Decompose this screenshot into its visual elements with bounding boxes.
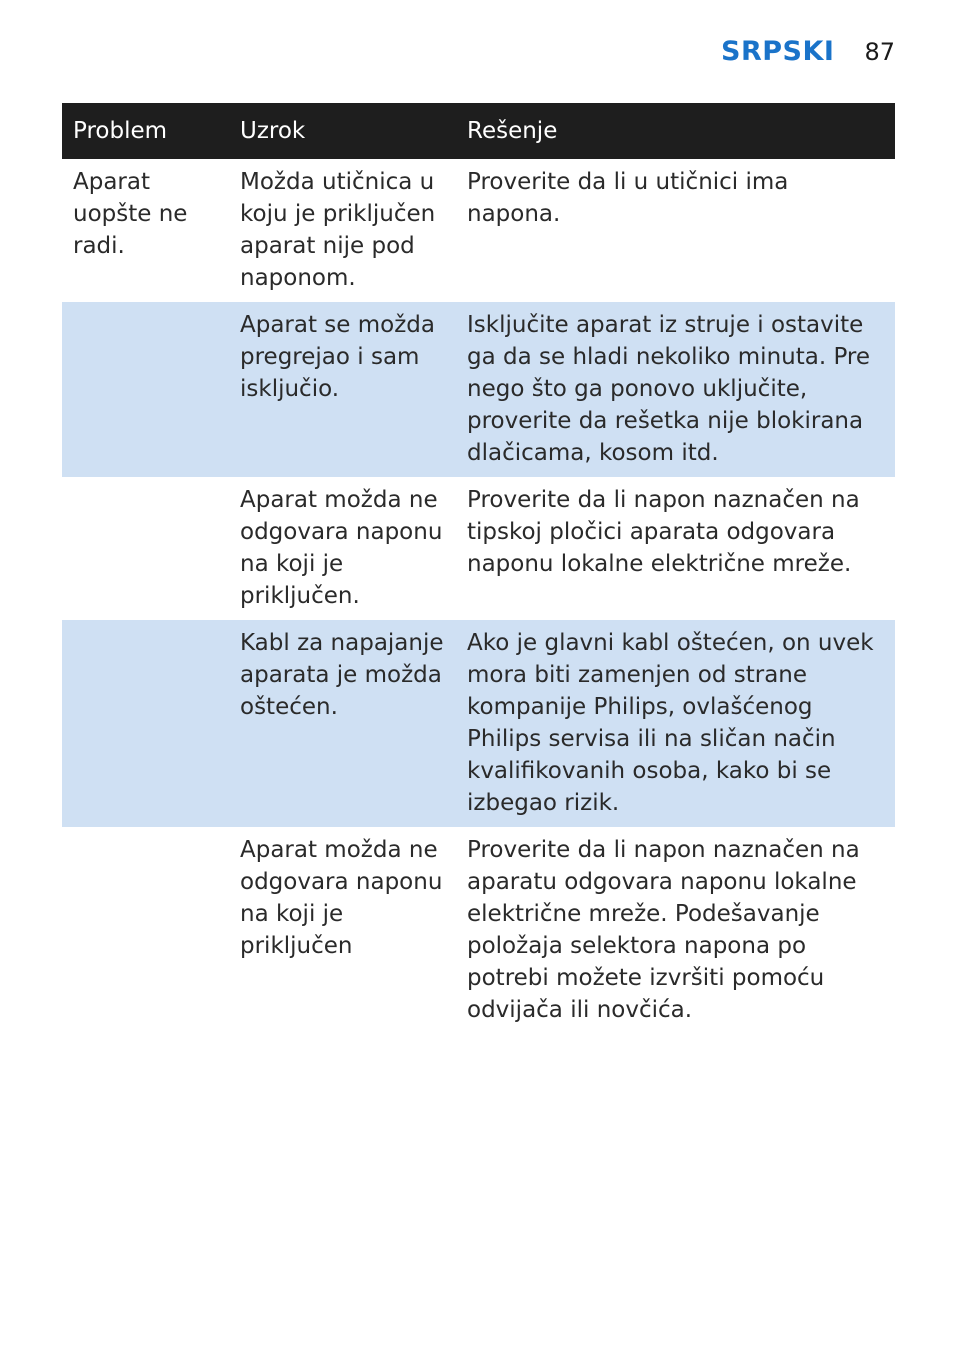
column-header-problem: Problem <box>62 103 229 159</box>
page-number: 87 <box>864 38 895 66</box>
solution-cell: Ako je glavni kabl oštećen, on uvek mora biti zamenjen od strane kompanije Philips, ovlašćenog Philips servisa ili na sličan način kvalifikovanih osoba, kako bi se izbegao rizik. <box>456 620 895 827</box>
problem-cell <box>62 620 229 827</box>
column-header-solution: Rešenje <box>456 103 895 159</box>
table-row <box>62 302 895 477</box>
cause-cell: Aparat se možda pregrejao i sam isključio. <box>229 302 456 477</box>
cause-cell: Aparat možda ne odgovara naponu na koji je priključen. <box>240 487 443 609</box>
solution-cell: Proverite da li u utičnici ima napona. <box>467 169 789 227</box>
page-header <box>721 36 895 67</box>
troubleshooting-table <box>62 103 895 1034</box>
solution-cell: Isključite aparat iz struje i ostavite ga da se hladi nekoliko minuta. Pre nego što ga ponovo uključite, proverite da rešetka nije blokirana dlačicama, kosom itd. <box>456 302 895 477</box>
solution-cell: Proverite da li napon naznačen na aparatu odgovara naponu lokalne električne mreže. Podešavanje položaja selektora napona po potrebi možete izvršiti pomoću odvijača ili novčića. <box>467 837 860 1023</box>
problem-cell <box>62 477 229 620</box>
header-row <box>62 103 895 159</box>
problem-cell <box>62 827 229 1034</box>
solution-cell: Proverite da li napon naznačen na tipskoj pločici aparata odgovara naponu lokalne električne mreže. <box>467 487 860 577</box>
problem-cell: Aparat uopšte ne radi. <box>73 169 188 259</box>
problem-cell <box>62 302 229 477</box>
cause-cell: Aparat možda ne odgovara naponu na koji je priključen <box>240 837 443 959</box>
column-header-cause: Uzrok <box>229 103 456 159</box>
cause-cell: Kabl za napajanje aparata je možda oštećen. <box>229 620 456 827</box>
table-row <box>62 620 895 827</box>
table-body <box>62 159 895 1034</box>
table-row <box>62 827 895 1034</box>
table-header <box>62 103 895 159</box>
section-language-title: SRPSKI <box>721 36 835 67</box>
cause-cell: Možda utičnica u koju je priključen aparat nije pod naponom. <box>240 169 436 291</box>
table-row <box>62 159 895 302</box>
table-row <box>62 477 895 620</box>
